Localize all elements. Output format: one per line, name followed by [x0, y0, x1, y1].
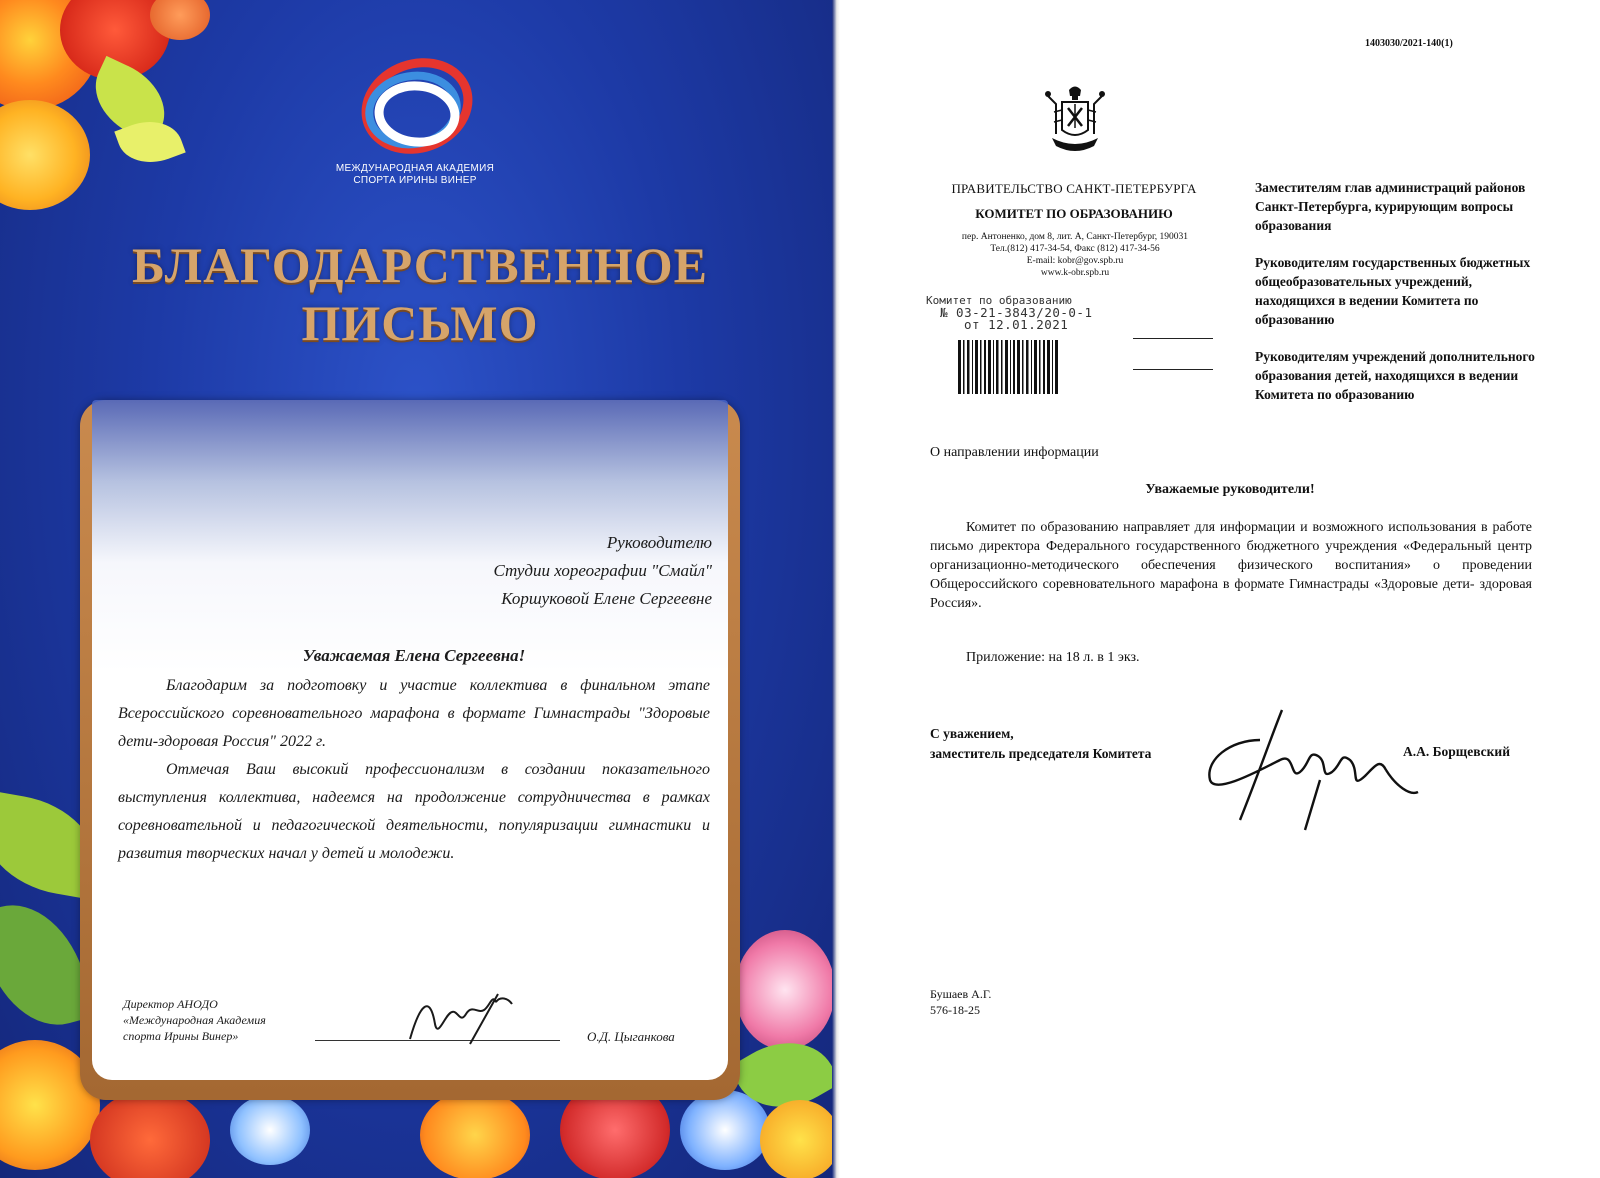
executor-info: Бушаев А.Г. 576-18-25 [930, 987, 992, 1017]
certificate-salutation: Уважаемая Елена Сергеевна! [302, 646, 526, 665]
letter-salutation: Уважаемые руководители! [1145, 482, 1315, 497]
blank-ref-line-1 [1133, 338, 1213, 339]
committee-name: КОМИТЕТ ПО ОБРАЗОВАНИЮ [975, 206, 1173, 221]
certificate-director-title: Директор АНОДО «Международная Академия спорта Ирины Винер» [123, 997, 266, 1043]
letter-attachment: Приложение: на 18 л. в 1 экз. [966, 650, 1140, 665]
coat-of-arms-icon [1042, 84, 1108, 160]
addressee-1: Заместителям глав администраций районов Санкт-Петербурга, курирующим вопросы образования [1255, 180, 1526, 233]
official-signature [1200, 700, 1430, 840]
certificate-paragraph-2: Отмечая Ваш высокий профессионализм в создании показательного выступления коллектива, надеемся на продолжение сотрудничества в рамках соревновательной и педагогической деятельности, популяризации гимнастики и развития творческих начал у детей и молодежи. [118, 761, 710, 862]
committee-contacts: пер. Антоненко, дом 8, лит. А, Санкт-Петербург, 190031 Тел.(812) 417-34-54, Факс (812) 417-34-56 E-mail: kobr@gov.spb.ru www.k-obr.spb.ru [961, 232, 1189, 278]
document-code: 1403030/2021-140(1) [1365, 38, 1453, 49]
addressee-2: Руководителям государственных бюджетных общеобразовательных учреждений, находящихся в ведении Комитета по образованию [1255, 255, 1531, 327]
barcode [958, 340, 1060, 394]
recipient-line-2: Студии хореографии "Смайл" [493, 561, 712, 580]
addressee-3: Руководителям учреждений дополнительного образования детей, находящихся в ведении Комитета по образованию [1255, 349, 1535, 402]
registration-stamp: Комитет по образованию № 03-21-3843/20-0-1 от 12.01.2021 [926, 294, 1093, 332]
academy-logo [357, 56, 477, 156]
letter-body: Комитет по образованию направляет для информации и возможного использования в работе письмо директора Федерального государственного бюджетного учреждения «Федеральный центр организационно-методического обеспечения физического воспитания» о проведении Общероссийского соревновательного марафона в формате Гимнастрады «Здоровые дети- здоровая Россия». [930, 520, 1532, 611]
letter-subject: О направлении информации [930, 445, 1099, 460]
letter-regards: С уважением, заместитель председателя Комитета [930, 726, 1152, 761]
certificate-paragraph-1: Благодарим за подготовку и участие коллектива в финальном этапе Всероссийского соревновательного марафона в формате Гимнастрады "Здоровые дети-здоровая Россия" 2022 г. [118, 677, 710, 750]
director-signature [400, 984, 540, 1054]
blank-ref-line-2 [1133, 369, 1213, 370]
addressee-block [1255, 178, 1545, 422]
academy-logo-text: МЕЖДУНАРОДНАЯ АКАДЕМИЯ СПОРТА ИРИНЫ ВИНЕР [335, 163, 495, 186]
certificate-signer-name: О.Д. Цыганкова [587, 1029, 675, 1044]
certificate-title: БЛАГОДАРСТВЕННОЕ ПИСЬМО [132, 237, 708, 351]
government-name: ПРАВИТЕЛЬСТВО САНКТ-ПЕТЕРБУРГА [951, 181, 1197, 196]
recipient-line-1: Руководителю [606, 533, 712, 552]
recipient-line-3: Коршуковой Елене Сергеевне [501, 589, 712, 608]
page-divider [832, 0, 840, 1178]
letter-signer-name: А.А. Борщевский [1403, 744, 1510, 759]
